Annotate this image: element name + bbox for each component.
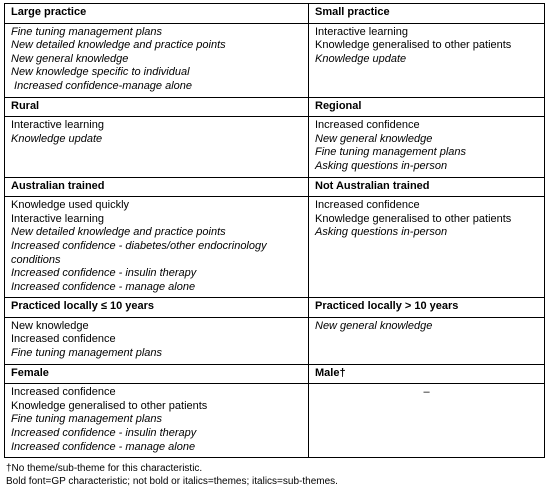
- header-row: [5, 298, 545, 318]
- sub-theme-item: New detailed knowledge and practice points: [11, 39, 226, 52]
- theme-item: Interactive learning: [315, 25, 408, 38]
- theme-item: Increased confidence: [315, 199, 420, 212]
- header-row: [5, 97, 545, 117]
- sub-theme-item: Fine tuning management plans: [11, 413, 163, 426]
- sub-theme-item: Increased confidence - insulin therapy: [11, 267, 197, 280]
- sub-theme-item: Asking questions in-person: [315, 226, 448, 239]
- sub-theme-item: New general knowledge: [315, 319, 433, 332]
- sub-theme-item: Increased confidence - insulin therapy: [11, 427, 197, 440]
- themes-cell: [309, 117, 545, 177]
- characteristic-heading: Large practice: [5, 4, 309, 24]
- themes-cell: [5, 117, 309, 177]
- characteristic-heading: Female: [5, 364, 309, 384]
- theme-item: Increased confidence: [11, 333, 116, 346]
- header-row: [5, 364, 545, 384]
- themes-cell: [5, 384, 309, 458]
- themes-row: [5, 197, 545, 298]
- footnote-legend: Bold font=GP characteristic; not bold or italics=themes; italics=sub-themes.: [6, 475, 338, 487]
- footnote-dagger: †No theme/sub-theme for this characteristic.: [6, 463, 203, 474]
- characteristic-heading: Practiced locally ≤ 10 years: [5, 298, 309, 318]
- sub-theme-item: Asking questions in-person: [315, 159, 448, 172]
- characteristic-heading: Australian trained: [5, 177, 309, 197]
- sub-theme-item: Fine tuning management plans: [315, 146, 467, 159]
- themes-row: [5, 384, 545, 458]
- characteristic-heading: Small practice: [309, 4, 545, 24]
- theme-item: Interactive learning: [11, 119, 104, 132]
- sub-theme-item: Increased confidence-manage alone: [11, 79, 193, 92]
- characteristics-table: [4, 3, 545, 458]
- themes-row: [5, 317, 545, 364]
- sub-theme-item: Increased confidence - manage alone: [11, 440, 196, 453]
- theme-item: Increased confidence: [11, 386, 116, 399]
- characteristic-heading: Not Australian trained: [309, 177, 545, 197]
- table-body: [5, 4, 545, 458]
- sub-theme-item: Knowledge update: [11, 132, 103, 145]
- characteristic-heading: Practiced locally > 10 years: [309, 298, 545, 318]
- characteristic-heading: Male†: [309, 364, 545, 384]
- theme-item: Knowledge generalised to other patients: [315, 212, 512, 225]
- sub-theme-item: New knowledge specific to individual: [11, 66, 190, 79]
- themes-cell: [309, 384, 545, 458]
- themes-cell: [309, 23, 545, 97]
- themes-cell: [5, 317, 309, 364]
- themes-row: [5, 117, 545, 177]
- themes-cell: [5, 197, 309, 298]
- sub-theme-item: New detailed knowledge and practice points: [11, 226, 226, 239]
- themes-row: [5, 23, 545, 97]
- theme-item: Knowledge used quickly: [11, 199, 130, 212]
- themes-cell: [309, 317, 545, 364]
- sub-theme-item: Increased confidence - manage alone: [11, 280, 196, 293]
- sub-theme-item: Fine tuning management plans: [11, 347, 163, 360]
- header-row: [5, 4, 545, 24]
- theme-item: Knowledge generalised to other patients: [315, 39, 512, 52]
- themes-cell: [5, 23, 309, 97]
- characteristic-heading: Rural: [5, 97, 309, 117]
- footnotes: [6, 463, 338, 488]
- header-row: [5, 177, 545, 197]
- themes-cell: [309, 197, 545, 298]
- empty-marker: –: [423, 386, 430, 399]
- sub-theme-item: Fine tuning management plans: [11, 25, 163, 38]
- sub-theme-item: New general knowledge: [11, 52, 129, 65]
- theme-item: Increased confidence: [315, 119, 420, 132]
- theme-item: Interactive learning: [11, 212, 104, 225]
- theme-item: Knowledge generalised to other patients: [11, 399, 208, 412]
- characteristic-heading: Regional: [309, 97, 545, 117]
- sub-theme-item: New general knowledge: [315, 132, 433, 145]
- theme-item: New knowledge: [11, 319, 89, 332]
- sub-theme-item: Knowledge update: [315, 52, 407, 65]
- sub-theme-item: Increased confidence - diabetes/other endocrinology conditions: [11, 239, 267, 266]
